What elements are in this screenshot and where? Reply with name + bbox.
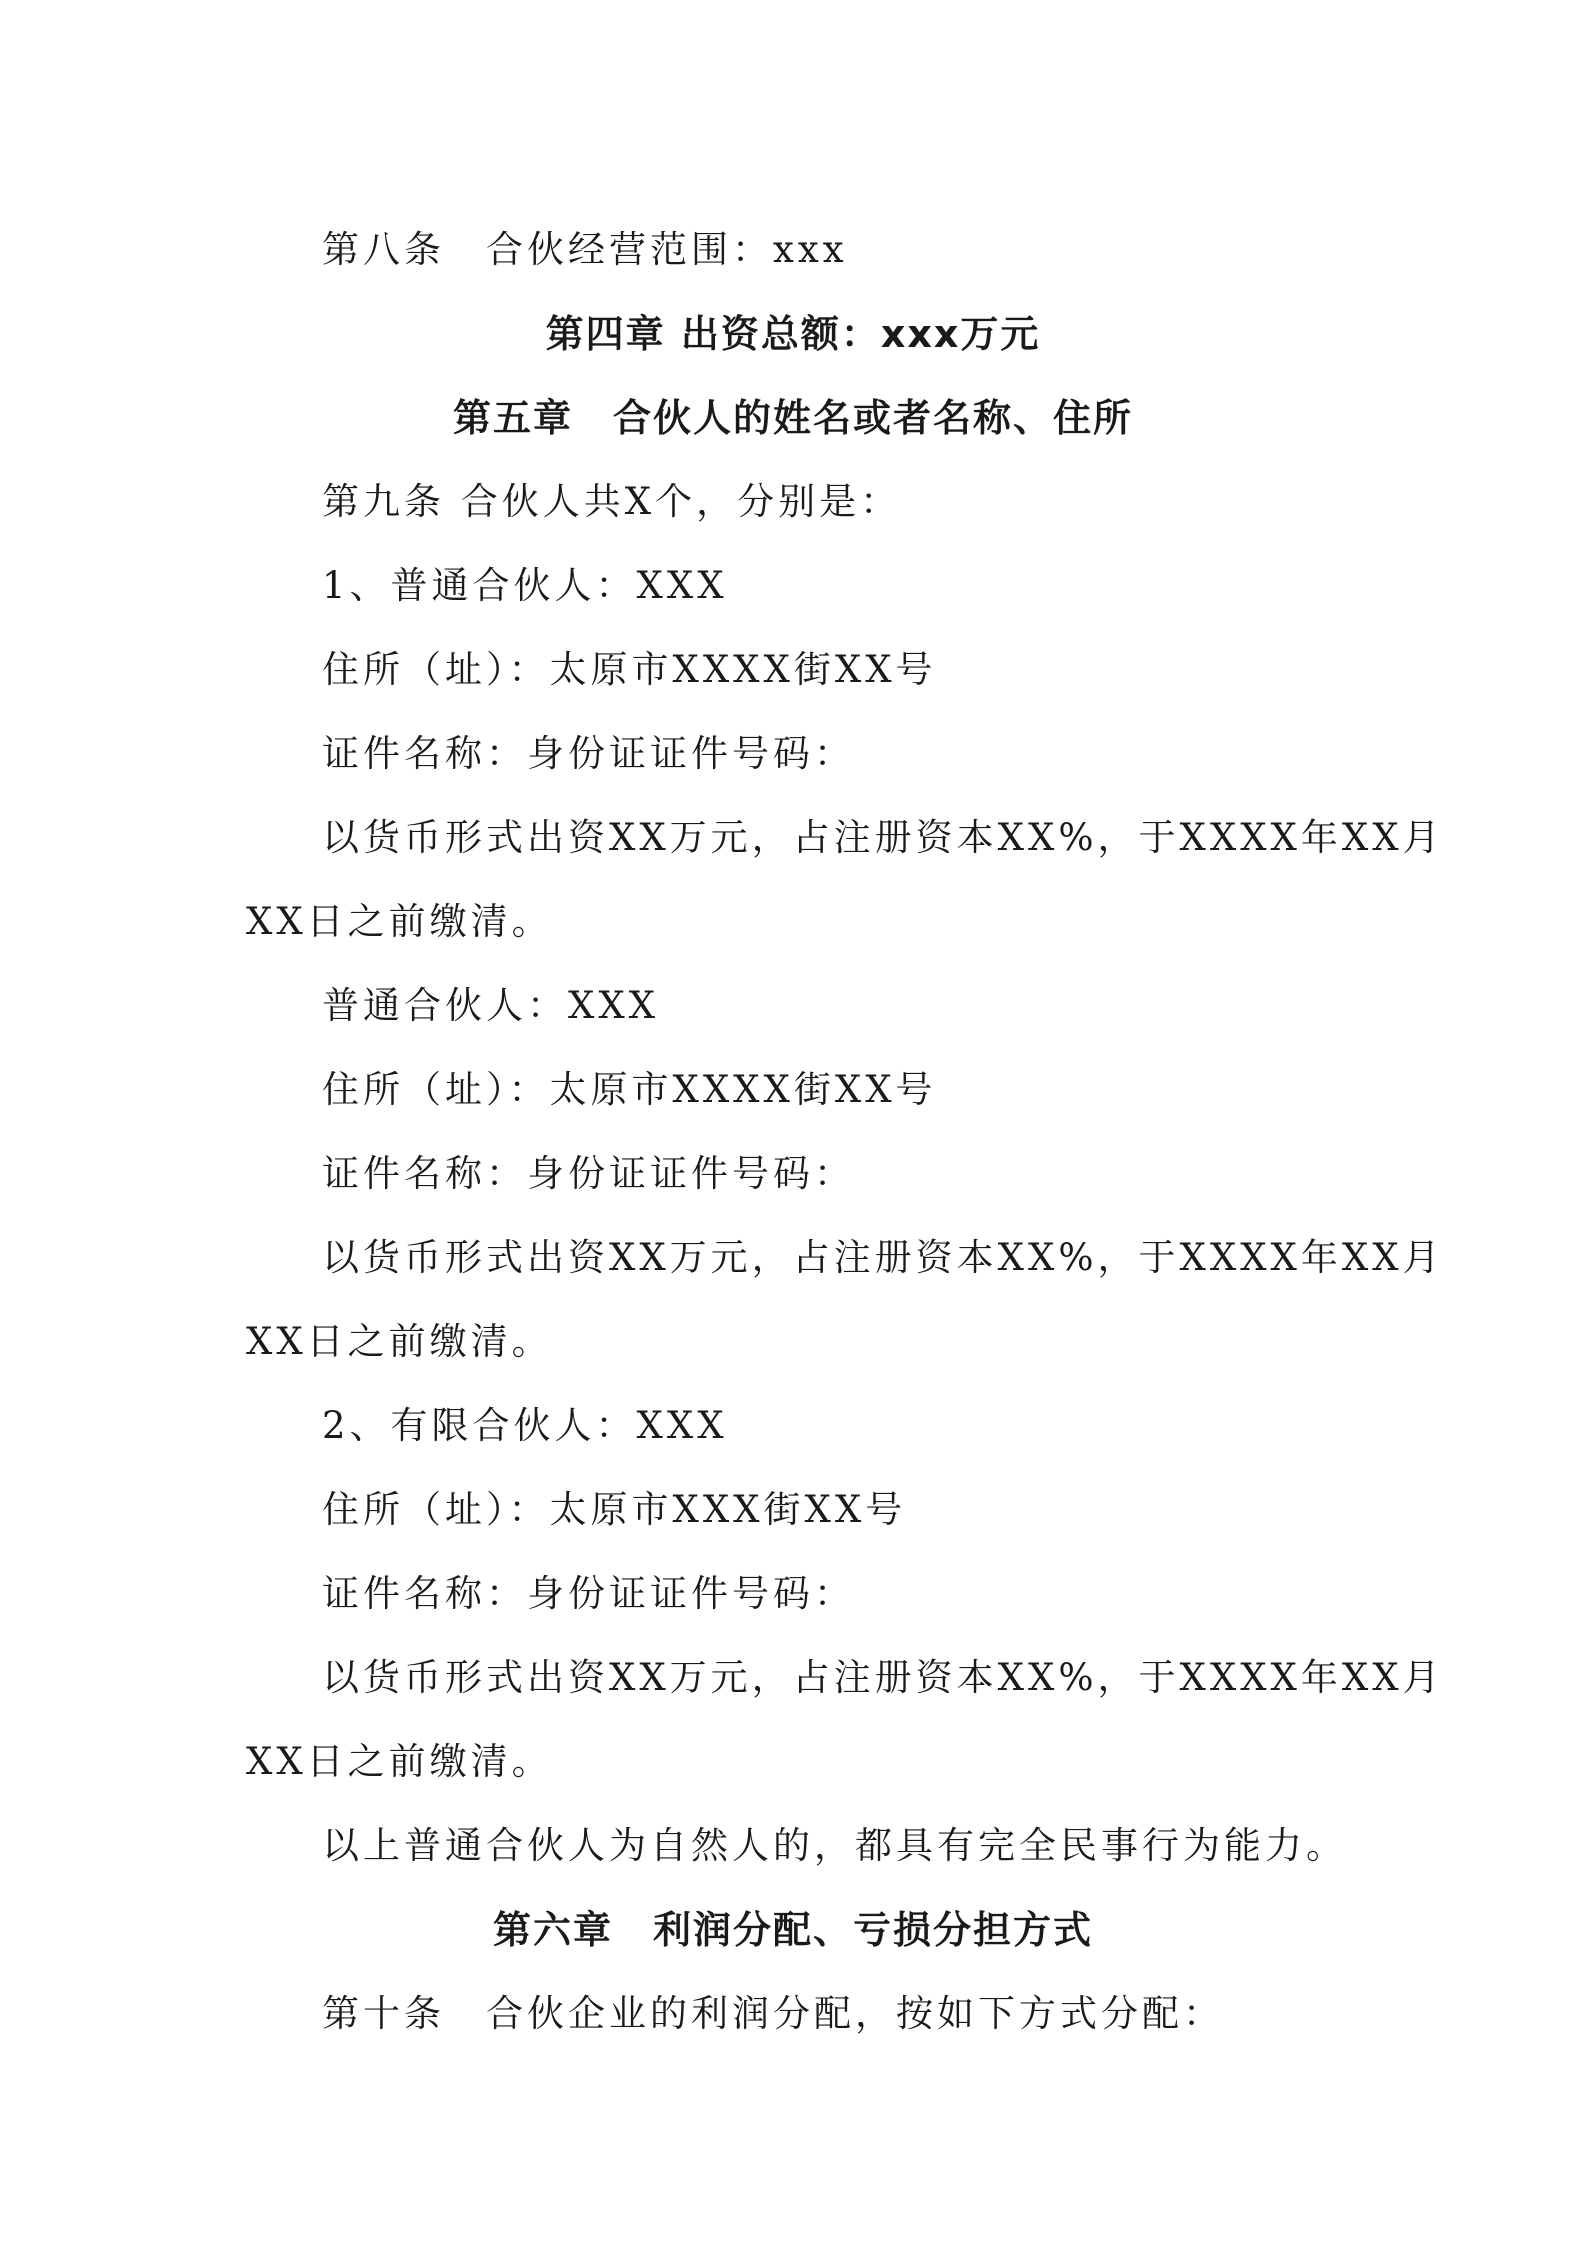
partner-1-id: 证件名称：身份证证件号码： bbox=[322, 732, 855, 775]
capacity-note: 以上普通合伙人为自然人的，都具有完全民事行为能力。 bbox=[322, 1824, 1347, 1867]
article-10: 第十条 合伙企业的利润分配，按如下方式分配： bbox=[322, 1992, 1224, 2035]
partner-2-contribution-cont: XX日之前缴清。 bbox=[246, 1320, 553, 1363]
partner-2-id: 证件名称：身份证证件号码： bbox=[322, 1152, 855, 1195]
chapter-6-heading: 第六章 利润分配、亏损分担方式 bbox=[492, 1908, 1093, 1952]
partner-2-address: 住所（址）：太原市XXXX街XX号 bbox=[322, 1068, 937, 1111]
partner-2-contribution: 以货币形式出资XX万元，占注册资本XX%，于XXXX年XX月 bbox=[322, 1236, 1444, 1279]
partner-3-contribution: 以货币形式出资XX万元，占注册资本XX%，于XXXX年XX月 bbox=[322, 1656, 1444, 1699]
article-9: 第九条 合伙人共X个，分别是： bbox=[322, 480, 902, 523]
partner-1-address: 住所（址）：太原市XXXX街XX号 bbox=[322, 648, 937, 691]
partner-3-contribution-cont: XX日之前缴清。 bbox=[246, 1740, 553, 1783]
partner-1-contribution-cont: XX日之前缴清。 bbox=[246, 900, 553, 943]
chapter-4-heading: 第四章 出资总额：xxx万元 bbox=[545, 312, 1041, 356]
partner-3-address: 住所（址）：太原市XXX街XX号 bbox=[322, 1488, 907, 1531]
partner-2-name: 普通合伙人：XXX bbox=[322, 984, 660, 1027]
article-8: 第八条 合伙经营范围：xxx bbox=[322, 228, 848, 271]
partner-1-name: 1、普通合伙人：XXX bbox=[322, 564, 728, 607]
partner-3-id: 证件名称：身份证证件号码： bbox=[322, 1572, 855, 1615]
chapter-5-heading: 第五章 合伙人的姓名或者名称、住所 bbox=[452, 396, 1133, 440]
partner-1-contribution: 以货币形式出资XX万元，占注册资本XX%，于XXXX年XX月 bbox=[322, 816, 1444, 859]
partner-3-name: 2、有限合伙人：XXX bbox=[322, 1404, 728, 1447]
